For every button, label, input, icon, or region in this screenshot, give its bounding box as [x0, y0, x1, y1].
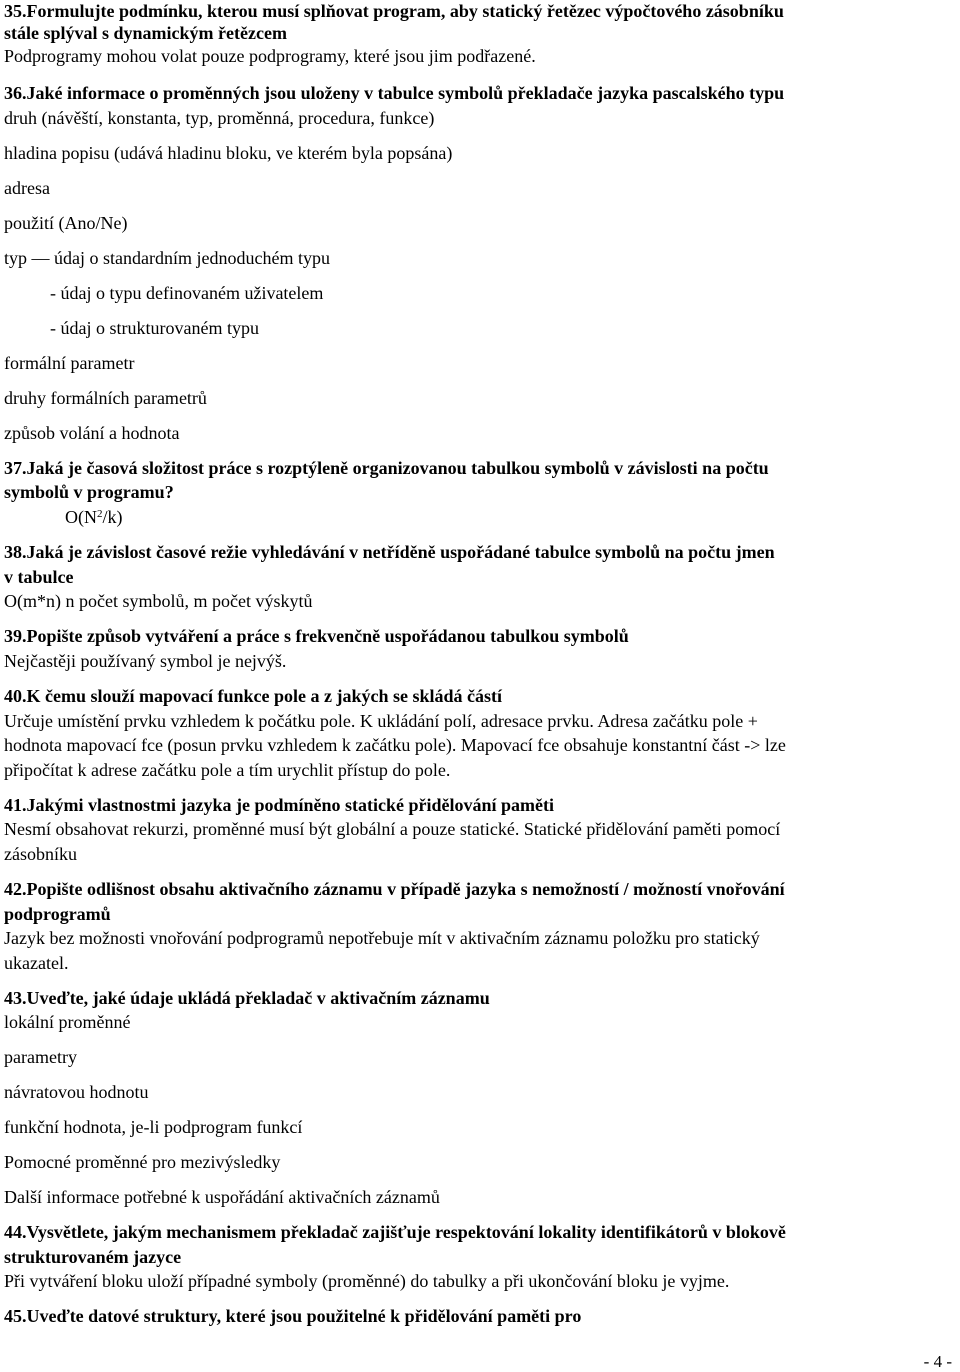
question-39-title	[4, 625, 629, 647]
answer-item: Další informace potřebné k uspořádání aktivačních záznamů	[4, 1187, 440, 1207]
question-40-answer-cont: hodnota mapovací fce (posun prvku vzhledem k začátku pole). Mapovací fce obsahuje konstantní část -> lze	[4, 735, 786, 755]
answer-item: návratovou hodnotu	[4, 1082, 149, 1102]
answer-item: použití (Ano/Ne)	[4, 213, 128, 233]
question-35-title-cont: stále splýval s dynamickým řetězcem	[4, 23, 287, 43]
question-text: Jaké informace o proměnných jsou uloženy v tabulce symbolů překladače jazyka pascalského typu	[26, 83, 785, 103]
answer-item: lokální proměnné	[4, 1012, 131, 1032]
question-41-title	[4, 794, 554, 816]
answer-item: formální parametr	[4, 353, 135, 373]
question-number: 37.	[4, 458, 27, 478]
question-text: Formulujte podmínku, kterou musí splňovat program, aby statický řetězec výpočtového zásobníku	[26, 1, 784, 21]
question-39-answer: Nejčastěji používaný symbol je nejvýš.	[4, 651, 287, 671]
question-38-title	[4, 541, 775, 563]
question-text: Uveďte, jaké údaje ukládá překladač v aktivačním záznamu	[26, 988, 490, 1008]
answer-item: adresa	[4, 178, 50, 198]
answer-item: hladina popisu (udává hladinu bloku, ve kterém byla popsána)	[4, 143, 453, 163]
question-37-title-cont: symbolů v programu?	[4, 482, 174, 502]
question-number: 39.	[4, 626, 27, 646]
question-text: Jaká je časová složitost práce s rozptýleně organizovanou tabulkou symbolů v závislosti na počtu	[26, 458, 769, 478]
question-text: Popište způsob vytváření a práce s frekvenčně uspořádanou tabulkou symbolů	[26, 626, 629, 646]
question-text: Vysvětlete, jakým mechanismem překladač zajišťuje respektování lokality identifikátorů v blokově	[26, 1222, 786, 1242]
question-37-answer	[65, 506, 123, 528]
question-44-title	[4, 1221, 786, 1243]
question-35-answer: Podprogramy mohou volat pouze podprogramy, které jsou jim podřazené.	[4, 46, 536, 66]
answer-item: druh (návěští, konstanta, typ, proměnná, procedura, funkce)	[4, 108, 435, 128]
question-38-answer: O(m*n) n počet symbolů, m počet výskytů	[4, 591, 313, 611]
question-text: Jaká je závislost časové režie vyhledávání v netříděně uspořádané tabulce symbolů na počtu jmen	[26, 542, 775, 562]
question-45-title	[4, 1305, 581, 1327]
answer-text: /k)	[102, 507, 123, 527]
question-40-title	[4, 685, 502, 707]
question-number: 42.	[4, 879, 27, 899]
question-number: 36.	[4, 83, 27, 103]
question-text: Popište odlišnost obsahu aktivačního záznamu v případě jazyka s nemožností / možností vnořování	[26, 879, 785, 899]
question-40-answer: Určuje umístění prvku vzhledem k počátku pole. K ukládání polí, adresace prvku. Adresa začátku pole +	[4, 711, 758, 731]
answer-item: Pomocné proměnné pro mezivýsledky	[4, 1152, 281, 1172]
question-38-title-cont: v tabulce	[4, 567, 74, 587]
question-40-answer-cont: připočítat k adrese začátku pole a tím urychlit přístup do pole.	[4, 760, 451, 780]
question-text: K čemu slouží mapovací funkce pole a z jakých se skládá částí	[26, 686, 502, 706]
question-text: Jakými vlastnostmi jazyka je podmíněno statické přidělování paměti	[26, 795, 555, 815]
question-42-answer-cont: ukazatel.	[4, 953, 69, 973]
question-text: Uveďte datové struktury, které jsou použitelné k přidělování paměti pro	[26, 1306, 582, 1326]
answer-item-indented: - údaj o typu definovaném uživatelem	[50, 283, 324, 303]
answer-item-indented: - údaj o strukturovaném typu	[50, 318, 259, 338]
answer-exponent: 2	[97, 508, 103, 520]
question-41-answer: Nesmí obsahovat rekurzi, proměnné musí být globální a pouze statické. Statické přidělování paměti pomocí	[4, 819, 781, 839]
question-42-title-cont: podprogramů	[4, 904, 111, 924]
question-number: 41.	[4, 795, 27, 815]
question-number: 44.	[4, 1222, 27, 1242]
question-number: 43.	[4, 988, 27, 1008]
question-37-title	[4, 457, 769, 479]
question-42-title	[4, 878, 785, 900]
question-43-title	[4, 987, 490, 1009]
question-35-title	[4, 0, 784, 22]
question-number: 35.	[4, 1, 27, 21]
page-number: - 4 -	[923, 1352, 952, 1371]
answer-item: způsob volání a hodnota	[4, 423, 180, 443]
question-number: 45.	[4, 1306, 27, 1326]
answer-item: druhy formálních parametrů	[4, 388, 207, 408]
answer-text: O(N	[65, 507, 97, 527]
question-number: 40.	[4, 686, 27, 706]
question-44-title-cont: strukturovaném jazyce	[4, 1247, 182, 1267]
answer-item: funkční hodnota, je-li podprogram funkcí	[4, 1117, 303, 1137]
answer-item: typ — údaj o standardním jednoduchém typu	[4, 248, 330, 268]
question-44-answer: Při vytváření bloku uloží případné symboly (proměnné) do tabulky a při ukončování bloku je vyjme.	[4, 1271, 730, 1291]
question-41-answer-cont: zásobníku	[4, 844, 77, 864]
question-42-answer: Jazyk bez možnosti vnořování podprogramů nepotřebuje mít v aktivačním záznamu položku pro statický	[4, 928, 760, 948]
answer-item: parametry	[4, 1047, 77, 1067]
question-number: 38.	[4, 542, 27, 562]
question-36-title	[4, 82, 784, 104]
